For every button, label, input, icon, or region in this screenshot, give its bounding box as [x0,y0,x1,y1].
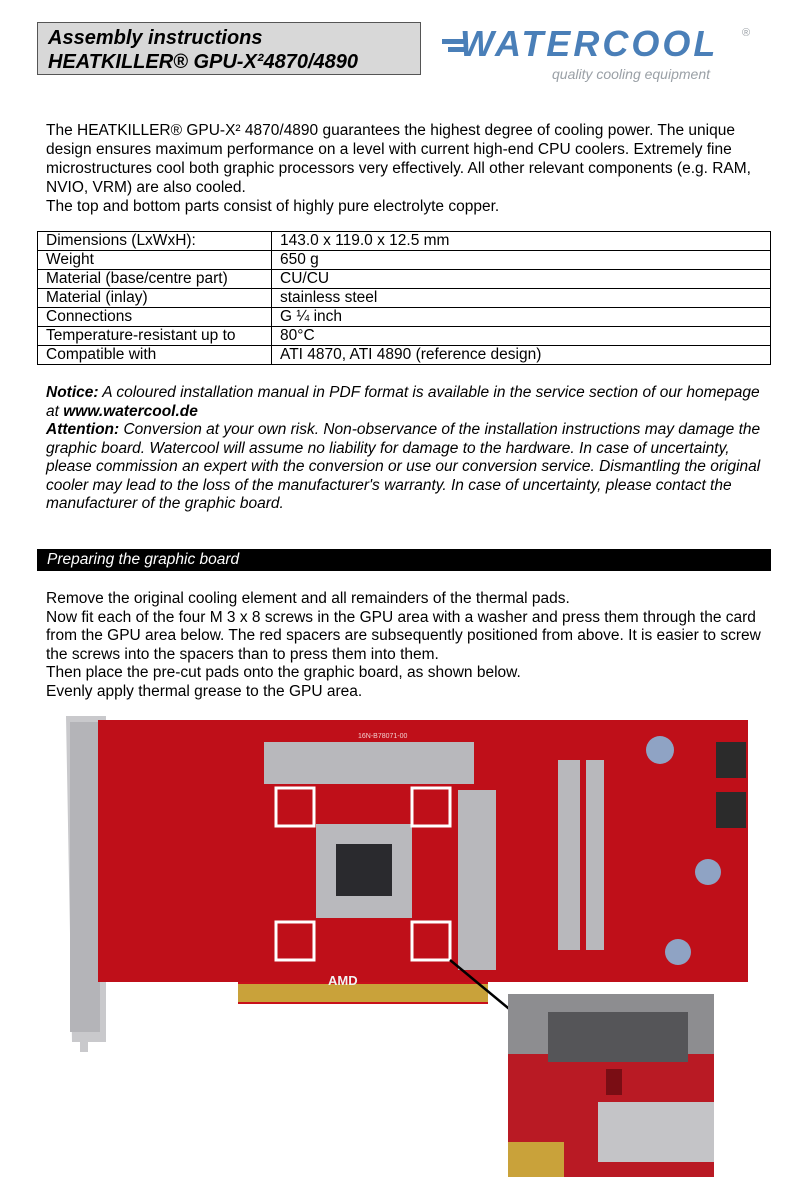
thermal-pad-mid [558,760,580,950]
capacitor [646,736,674,764]
spec-value: ATI 4870, ATI 4890 (reference design) [272,346,771,365]
spec-row [38,289,771,308]
specifications-table [37,231,771,365]
thermal-pad-right [586,760,604,950]
power-connector [716,742,746,778]
document-title-box [37,22,421,75]
pcie-connector [238,984,488,1002]
spec-label: Temperature-resistant up to [38,327,272,346]
attention-paragraph [46,421,770,514]
spec-label: Material (base/centre part) [38,270,272,289]
spec-row [38,232,771,251]
preparation-steps [46,590,770,701]
spec-value: 143.0 x 119.0 x 12.5 mm [272,232,771,251]
website-link[interactable]: www.watercool.de [63,402,198,420]
thermal-pad-left-vrm [458,790,496,970]
spec-label: Connections [38,308,272,327]
title-line-1: Assembly instructions [48,27,263,49]
attention-text: Conversion at your own risk. Non-observance of the installation instructions may damage the graphic board. Watercool will assume no liability for damage to the hardware. In case of uncertainty, please commission an expert with the conversion or use our conversion service. Dismantling the original cooler may lead to the loss of the manufacturer's warranty. In case of uncertainty, please contact the manufacturer of the graphic board. [46,421,761,512]
spec-label: Material (inlay) [38,289,272,308]
title-line-2: HEATKILLER® GPU-X²4870/4890 [48,51,359,73]
spec-row [38,251,771,270]
thermal-pad-top [264,742,474,784]
step-line: Now fit each of the four M 3 x 8 screws in the GPU area with a washer and press them through the card from the GPU area below. The red spacers are subsequently positioned from above. It is easier to screw the screws into the spacers than to press them into them. [46,608,761,663]
notice-paragraph [46,384,770,421]
notes-block [46,384,770,514]
intro-paragraph-1: The HEATKILLER® GPU-X² 4870/4890 guarantees the highest degree of cooling power. The unique design ensures maximum performance on a level with current high-end CPU coolers. Extremely fine microstructures cool both graphic processors very effectively. All other relevant components (e.g. RAM, NVIO, VRM) are also cooled. [46,122,751,196]
capacitor [695,859,721,885]
spec-label: Weight [38,251,272,270]
spec-label: Compatible with [38,346,272,365]
attention-label: Attention: [46,421,120,438]
spec-row [38,270,771,289]
amd-logo: AMD [328,973,358,988]
spec-value: 650 g [272,251,771,270]
spec-row [38,346,771,365]
logo-registered-mark: ® [742,27,751,39]
spec-row [38,327,771,346]
intro-paragraph-2: The top and bottom parts consist of highly pure electrolyte copper. [46,198,500,215]
logo-tagline: quality cooling equipment [552,66,710,82]
power-connector [716,792,746,828]
notice-label: Notice: [46,384,99,401]
capacitor [665,939,691,965]
watercool-logo [440,22,760,84]
step-line: Then place the pre-cut pads onto the graphic board, as shown below. [46,664,521,681]
spec-value: G ¼ inch [272,308,771,327]
intro-text [46,121,766,216]
graphic-board-photo [58,712,758,1182]
spec-value: 80°C [272,327,771,346]
spec-value: CU/CU [272,270,771,289]
pcb-part-label: 16N-B78071-00 [358,733,408,740]
section-header: Preparing the graphic board [37,549,771,571]
zoom-inset [508,994,714,1177]
gpu-die [336,844,392,896]
spec-label: Dimensions (LxWxH): [38,232,272,251]
logo-wordmark: WATERCOOL [460,23,719,64]
step-line: Evenly apply thermal grease to the GPU area. [46,682,363,700]
spec-value: stainless steel [272,289,771,308]
spec-row [38,308,771,327]
step-line: Remove the original cooling element and all remainders of the thermal pads. [46,590,570,607]
notice-text: A coloured installation manual in PDF format is available in the service section of our homepage at [46,384,760,420]
